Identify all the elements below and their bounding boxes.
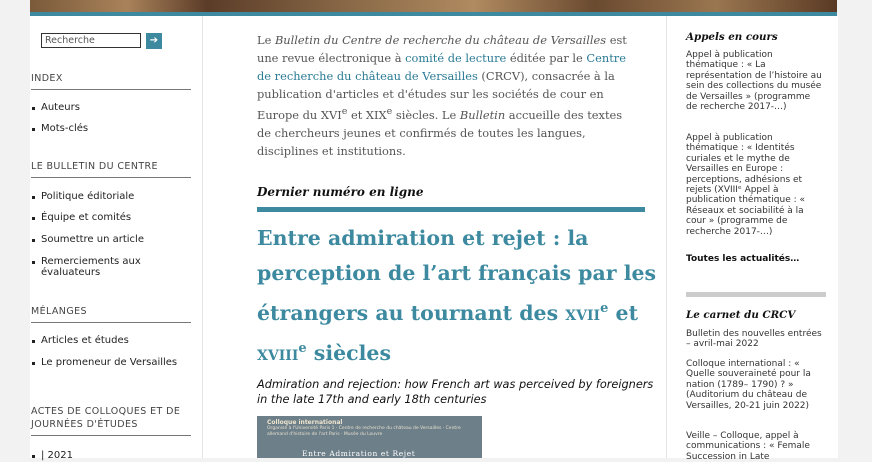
intro-text: est une revue électronique à: [257, 33, 627, 65]
comite-link[interactable]: comité de lecture: [405, 51, 507, 65]
superscript: e: [386, 106, 393, 117]
appels-title: Appels en cours: [686, 31, 778, 43]
intro-text: éditée par le: [506, 51, 587, 65]
carnet-title: Le carnet du CRCV: [686, 309, 796, 321]
all-news-link[interactable]: Toutes les actualités…: [686, 254, 800, 264]
latest-issue-title[interactable]: [257, 221, 657, 371]
cover-line-2: Organisé à l'Université Paris 1 · Centre de recherche du château de Versailles · Centre allemand d'histoire de l'art Paris · Musée du Louvre: [267, 426, 461, 437]
title-text[interactable]: et: [608, 300, 639, 325]
main-content: [203, 16, 665, 458]
intro-paragraph: [257, 31, 637, 160]
cover-line-3: Entre Admiration et Rejet: [302, 449, 416, 458]
superscript: e: [341, 106, 348, 117]
nav-item-politique[interactable]: Politique éditoriale: [32, 191, 191, 202]
right-divider: [686, 292, 826, 297]
appel-item-1[interactable]: Appel à publication thématique : « La représentation de l’histoire au sein des collections du musée de Versailles » (programme de recherche 2017-…): [686, 50, 822, 113]
carnet-item-1[interactable]: Bulletin des nouvelles entrées – avril-mai 2022: [686, 329, 822, 350]
appel-item-2[interactable]: Appel à publication thématique : « Identités curiales et le mythe de Versailles en Europe : perceptions, adhésions et rejets (XVIIIᵉ Appel à publication thématique : « Réseaux et sociabilité à la cour » (programme de recherche 2017-…): [686, 133, 805, 237]
arrow-right-icon: ➔: [149, 35, 159, 46]
nav-item-soumettre[interactable]: Soumettre un article: [32, 234, 191, 245]
intro-text: Le: [257, 33, 275, 47]
nav-item-equipe[interactable]: Équipe et comités: [32, 212, 191, 223]
section-title-actes: ACTES DE COLLOQUES ET DE JOURNÉES D'ÉTUDES: [31, 405, 191, 436]
issue-cover-image[interactable]: [257, 416, 482, 458]
nav-item-auteurs[interactable]: Auteurs: [32, 102, 191, 113]
title-sup[interactable]: e: [298, 340, 307, 356]
search-input[interactable]: Recherche: [41, 33, 141, 48]
intro-text: siècles. Le: [392, 107, 460, 122]
search-button[interactable]: [146, 33, 162, 49]
carnet-item-2[interactable]: Colloque international : « Quelle souveraineté pour la nation (1789– 1790) ? » (Auditorium du château de Versailles, 20-21 juin 2022): [686, 359, 811, 411]
title-century[interactable]: xviii: [257, 340, 299, 365]
crcv-link[interactable]: Centre de recherche du château de Versailles: [257, 51, 626, 83]
section-divider: [257, 207, 645, 212]
carnet-item-3[interactable]: Veille – Colloque, appel à communications : « Female Succession in Late: [686, 431, 810, 462]
title-text[interactable]: siècles: [306, 340, 392, 365]
title-text[interactable]: Entre admiration et rejet : la perception de l’art français par les étrangers au tournant des: [257, 226, 657, 325]
bulletin-word: Bulletin: [459, 107, 506, 122]
page-container: [30, 16, 837, 462]
nav-item-articles[interactable]: Articles et études: [32, 335, 191, 346]
intro-text: (CRCV), consacrée à la publication d'articles et d'études sur les sociétés de cour en Europe du XVI: [257, 69, 615, 122]
left-sidebar: [30, 16, 203, 461]
intro-text: accueille des textes de chercheurs jeunes et confirmés de toutes les langues, disciplines et institutions.: [257, 107, 623, 158]
nav-item-promeneur[interactable]: Le promeneur de Versailles: [32, 357, 191, 368]
nav-item-2021[interactable]: | 2021: [32, 450, 191, 461]
right-sidebar: [666, 16, 838, 462]
section-title-index: INDEX: [31, 72, 191, 90]
cover-line-1: Colloque international: [267, 419, 343, 426]
nav-item-mots-cles[interactable]: Mots-clés: [32, 123, 191, 134]
intro-text: et XIX: [347, 107, 387, 122]
latest-issue-heading: Dernier numéro en ligne: [257, 185, 424, 199]
title-century[interactable]: xvii: [565, 300, 601, 325]
latest-issue-subtitle: Admiration and rejection: how French art was perceived by foreigners in the late 17th and early 18th centuries: [257, 378, 654, 406]
section-title-melanges: MÉLANGES: [31, 305, 191, 323]
bulletin-title: Bulletin du Centre de recherche du château de Versailles: [274, 33, 607, 47]
section-title-bulletin: LE BULLETIN DU CENTRE: [31, 160, 191, 178]
nav-item-remerciements[interactable]: Remerciements aux évaluateurs: [32, 256, 191, 278]
title-sup[interactable]: e: [600, 301, 609, 316]
